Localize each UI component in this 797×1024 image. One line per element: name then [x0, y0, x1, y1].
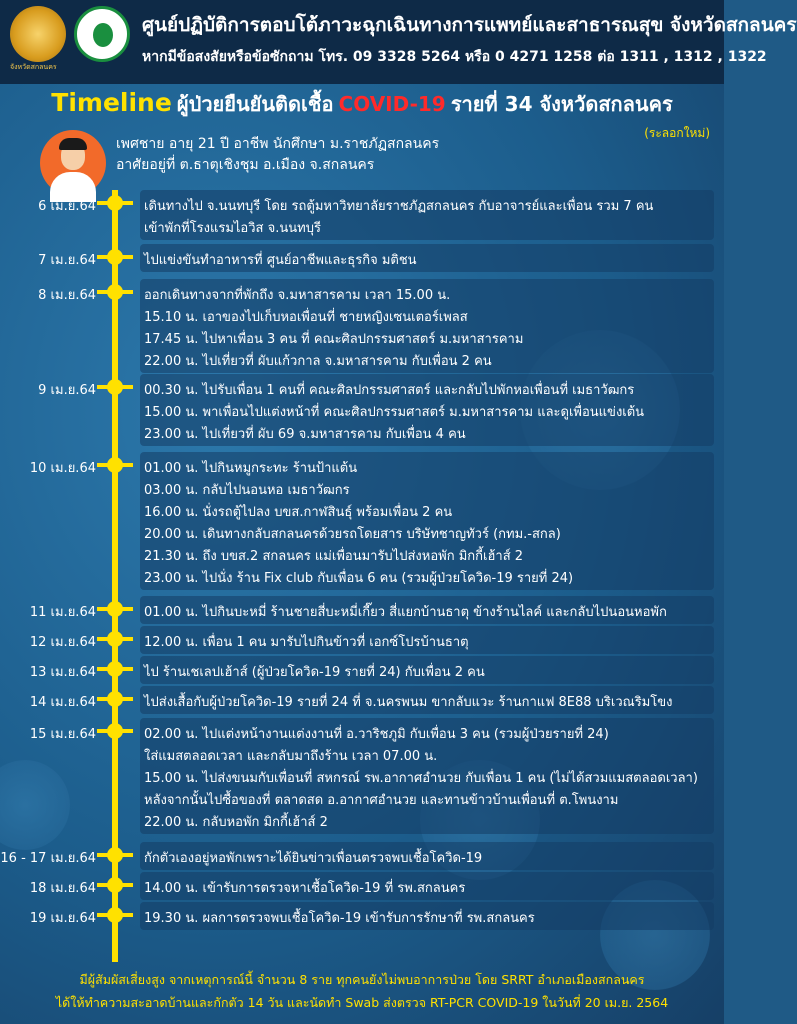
timeline-dot	[107, 601, 123, 617]
title-covid: COVID-19	[338, 92, 446, 116]
timeline-dot	[107, 691, 123, 707]
header-bar	[0, 0, 797, 84]
event-line: ไป ร้านเชเลปเฮ้าส์ (ผู้ป่วยโควิด-19 รายที่ 24) กับเพื่อน 2 คน	[144, 665, 485, 680]
event-line: 19.30 น. ผลการตรวจพบเชื้อโควิด-19 เข้ารับการรักษาที่ รพ.สกลนคร	[144, 911, 535, 926]
wave-label: (ระลอกใหม่)	[644, 126, 710, 140]
event-line: 20.00 น. เดินทางกลับสกลนครด้วยรถโดยสาร บริษัทชาญทัวร์ (กทม.-สกล)	[144, 527, 561, 542]
event-date: 11 เม.ย.64	[29, 605, 96, 620]
event-line: 14.00 น. เข้ารับการตรวจหาเชื้อโควิด-19 ที่ รพ.สกลนคร	[144, 881, 466, 896]
timeline-dot	[107, 877, 123, 893]
event-line: 01.00 น. ไปกินหมูกระทะ ร้านป้าแต้น	[144, 461, 358, 476]
event-line: 02.00 น. ไปแต่งหน้างานแต่งงานที่ อ.วาริชภูมิ กับเพื่อน 3 คน (รวมผู้ป่วยรายที่ 24)	[144, 727, 609, 742]
event-line: 15.10 น. เอาของไปเก็บหอเพื่อนที่ ชายหญิงเซนเตอร์เพลส	[144, 310, 468, 325]
timeline-dot	[107, 907, 123, 923]
event-date: 9 เม.ย.64	[38, 383, 96, 398]
event-line: กักตัวเองอยู่หอพักเพราะได้ยินข่าวเพื่อนตรวจพบเชื้อโควิด-19	[144, 851, 483, 866]
event-line: 03.00 น. กลับไปนอนหอ เมธาวัฒกร	[144, 483, 350, 498]
title-part1: ผู้ป่วยยืนยันติดเชื้อ	[176, 92, 334, 116]
timeline-dot	[107, 284, 123, 300]
title-timeline: Timeline	[51, 88, 172, 117]
ministry-of-public-health-logo	[74, 6, 130, 62]
event-line: 23.00 น. ไปนั่ง ร้าน Fix club กับเพื่อน 6 คน (รวมผู้ป่วยโควิด-19 รายที่ 24)	[144, 571, 574, 586]
timeline-dot	[107, 249, 123, 265]
event-line: เข้าพักที่โรงแรมไอวิส จ.นนทบุรี	[144, 221, 321, 236]
footer-line-1: มีผู้สัมผัสเสี่ยงสูง จากเหตุการณ์นี้ จำนวน 8 ราย ทุกคนยังไม่พบอาการป่วย โดย SRRT อำเภอเมืองสกลนคร	[79, 972, 645, 987]
event-line: 22.00 น. กลับหอพัก มิกกี้เฮ้าส์ 2	[144, 815, 328, 830]
province-seal-logo	[10, 6, 66, 62]
event-line: 01.00 น. ไปกินบะหมี่ ร้านชายสี่บะหมี่เกี๊ยว สี่แยกบ้านธาตุ ข้างร้านไลค์ และกลับไปนอนหอพัก	[144, 605, 667, 620]
event-date: 6 เม.ย.64	[38, 199, 96, 214]
event-line: 00.30 น. ไปรับเพื่อน 1 คนที่ คณะศิลปกรรมศาสตร์ และกลับไปพักหอเพื่อนที่ เมธาวัฒกร	[144, 383, 635, 398]
footer-line-2: ได้ให้ทำความสะอาดบ้านและกักตัว 14 วัน และนัดทำ Swab ส่งตรวจ RT-PCR COVID-19 ในวันที่ 20 เม.ย. 2564	[55, 995, 669, 1010]
timeline-dot	[107, 661, 123, 677]
event-line: ไปส่งเสื้อกับผู้ป่วยโควิด-19 รายที่ 24 ที่ จ.นครพนม ขากลับแวะ ร้านกาแฟ 8E88 บริเวณริมโขง	[144, 695, 673, 710]
event-line: 22.00 น. ไปเที่ยวที่ ผับแก้วกาล จ.มหาสารคาม กับเพื่อน 2 คน	[144, 354, 492, 369]
header-title: ศูนย์ปฏิบัติการตอบโต้ภาวะฉุกเฉินทางการแพทย์และสาธารณสุข จังหวัดสกลนคร	[142, 14, 797, 36]
event-line: 12.00 น. เพื่อน 1 คน มารับไปกินข้าวที่ เอกซ์โปรบ้านธาตุ	[144, 635, 469, 650]
footer	[0, 968, 724, 1014]
patient-profile	[116, 134, 439, 176]
event-line: 21.30 น. ถึง บขส.2 สกลนคร แม่เพื่อนมารับไปส่งหอพัก มิกกี้เฮ้าส์ 2	[144, 549, 524, 564]
event-line: 15.00 น. พาเพื่อนไปแต่งหน้าที่ คณะศิลปกรรมศาสตร์ ม.มหาสารคาม และดูเพื่อนแข่งเต้น	[144, 405, 645, 420]
title-part2: รายที่ 34 จังหวัดสกลนคร	[450, 92, 673, 116]
timeline-dot	[107, 457, 123, 473]
profile-line-1: เพศชาย อายุ 21 ปี อาชีพ นักศึกษา ม.ราชภัฏสกลนคร	[116, 136, 440, 152]
event-date: 7 เม.ย.64	[38, 253, 96, 268]
event-date: 15 เม.ย.64	[29, 727, 96, 742]
event-date: 10 เม.ย.64	[29, 461, 96, 476]
event-line: 16.00 น. นั่งรถตู้ไปลง บขส.กาฬสินธุ์ พร้อมเพื่อน 2 คน	[144, 505, 453, 520]
page-title	[0, 88, 724, 120]
event-line: เดินทางไป จ.นนทบุรี โดย รถตู้มหาวิทยาลัยราชภัฏสกลนคร กับอาจารย์และเพื่อน รวม 7 คน	[144, 199, 654, 214]
event-line: 15.00 น. ไปส่งขนมกับเพื่อนที่ สหกรณ์ รพ.อากาศอำนวย กับเพื่อน 1 คน (ไม่ได้สวมแมสตลอดเวลา)	[144, 771, 698, 786]
timeline-dot	[107, 847, 123, 863]
logo-caption: จังหวัดสกลนคร	[10, 63, 57, 71]
timeline-dot	[107, 195, 123, 211]
profile-line-2: อาศัยอยู่ที่ ต.ธาตุเชิงชุม อ.เมือง จ.สกลนคร	[116, 157, 375, 173]
event-line: 23.00 น. ไปเที่ยวที่ ผับ 69 จ.มหาสารคาม กับเพื่อน 4 คน	[144, 427, 466, 442]
event-line: หลังจากนั้นไปซื้อของที่ ตลาดสด อ.อากาศอำนวย และทานข้าวบ้านเพื่อนที่ ต.โพนงาม	[144, 793, 619, 808]
event-date: 14 เม.ย.64	[29, 695, 96, 710]
event-date: 13 เม.ย.64	[29, 665, 96, 680]
timeline-dot	[107, 723, 123, 739]
event-date: 12 เม.ย.64	[29, 635, 96, 650]
timeline-dot	[107, 379, 123, 395]
event-line: ออกเดินทางจากที่พักถึง จ.มหาสารคาม เวลา 15.00 น.	[144, 288, 451, 303]
event-line: 17.45 น. ไปหาเพื่อน 3 คน ที่ คณะศิลปกรรมศาสตร์ ม.มหาสารคาม	[144, 332, 524, 347]
patient-avatar-icon	[40, 130, 106, 196]
timeline-dot	[107, 631, 123, 647]
event-date: 18 เม.ย.64	[29, 881, 96, 896]
event-date: 16 - 17 เม.ย.64	[0, 851, 96, 866]
event-line: ไปแข่งขันทำอาหารที่ ศูนย์อาชีพและธุรกิจ มติชน	[144, 253, 417, 268]
header-contact: หากมีข้อสงสัยหรือข้อซักถาม โทร. 09 3328 5264 หรือ 0 4271 1258 ต่อ 1311 , 1312 , 1322	[142, 49, 767, 65]
event-date: 8 เม.ย.64	[38, 288, 96, 303]
event-line: ใส่แมสตลอดเวลา และกลับมาถึงร้าน เวลา 07.00 น.	[144, 749, 438, 764]
event-date: 19 เม.ย.64	[29, 911, 96, 926]
